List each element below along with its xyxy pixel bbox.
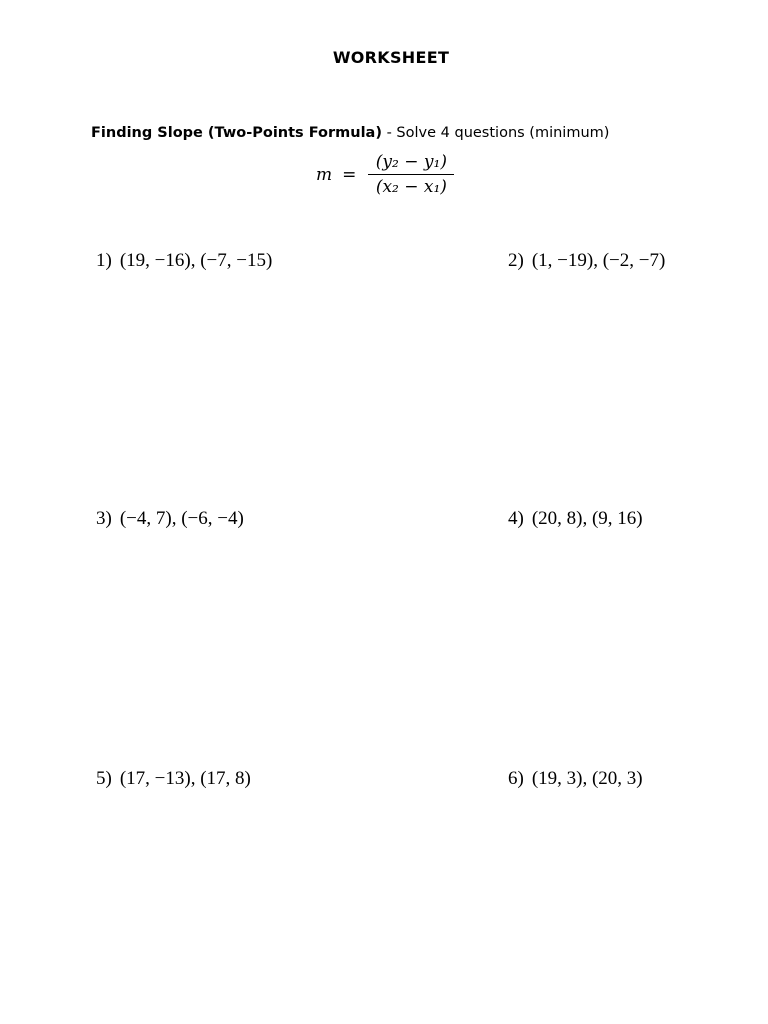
problem-6	[508, 768, 643, 790]
formula-fraction	[368, 152, 454, 197]
formula-lhs: m	[316, 164, 333, 185]
page-title: WORKSHEET	[332, 48, 450, 67]
problem-3	[96, 508, 244, 530]
problem-5	[96, 768, 251, 790]
problem-number: 2)	[508, 250, 524, 271]
problem-2	[508, 250, 665, 272]
problem-points: (19, −16), (−7, −15)	[119, 250, 273, 271]
problem-number: 5)	[96, 768, 112, 789]
instruction-text	[91, 125, 609, 141]
problem-number: 6)	[508, 768, 524, 789]
formula-equals: =	[342, 164, 357, 185]
instruction-heading: Finding Slope (Two-Points Formula)	[91, 125, 382, 141]
formula-denominator: (x₂ − x₁)	[375, 177, 447, 198]
slope-formula	[316, 152, 454, 197]
problem-points: (20, 8), (9, 16)	[531, 508, 643, 529]
problem-points: (−4, 7), (−6, −4)	[119, 508, 244, 529]
formula-numerator: (y₂ − y₁)	[375, 152, 447, 172]
problem-points: (17, −13), (17, 8)	[119, 768, 251, 789]
instruction-detail: - Solve 4 questions (minimum)	[381, 125, 610, 141]
problem-points: (19, 3), (20, 3)	[531, 768, 643, 789]
problem-points: (1, −19), (−2, −7)	[531, 250, 666, 271]
problem-number: 4)	[508, 508, 524, 529]
problem-4	[508, 508, 643, 530]
problem-1	[96, 250, 272, 272]
problem-number: 1)	[96, 250, 112, 271]
problem-number: 3)	[96, 508, 112, 529]
